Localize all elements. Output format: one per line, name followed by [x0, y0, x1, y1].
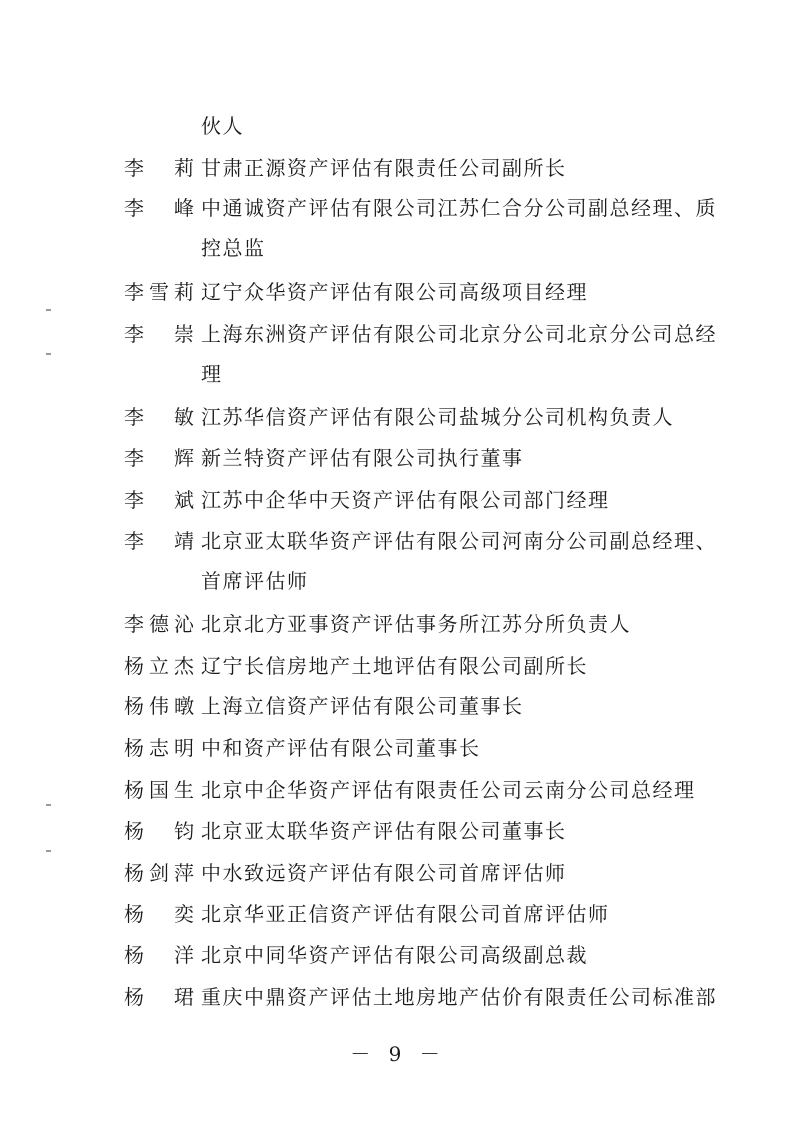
person-name: 杨 奕 — [124, 902, 194, 926]
person-title-continued: 首席评估师 — [201, 569, 309, 593]
person-name: 李 德 沁 — [124, 612, 194, 636]
person-name: 李 峰 — [124, 196, 194, 220]
page-number: － 9 － — [350, 1042, 446, 1066]
person-title: 北京亚太联华资产评估有限公司河南分公司副总经理、 — [201, 529, 717, 553]
person-title-continued: 控总监 — [201, 236, 266, 260]
person-name: 李 敏 — [124, 405, 194, 429]
person-title: 甘肃正源资产评估有限责任公司副所长 — [201, 156, 567, 180]
person-title: 北京中同华资产评估有限公司高级副总裁 — [201, 943, 588, 967]
person-name: 杨 国 生 — [124, 778, 194, 802]
scan-mark — [46, 804, 51, 806]
person-name: 杨 珺 — [124, 985, 194, 1009]
person-title-continued: 理 — [201, 362, 223, 386]
person-title: 北京亚太联华资产评估有限公司董事长 — [201, 819, 567, 843]
person-name: 李 雪 莉 — [124, 280, 194, 304]
continuation-text: 伙人 — [201, 114, 244, 138]
scan-mark — [46, 353, 51, 355]
person-name: 杨 志 明 — [124, 736, 194, 760]
person-title: 江苏中企华中天资产评估有限公司部门经理 — [201, 488, 610, 512]
person-name: 李 莉 — [124, 156, 194, 180]
person-title: 辽宁长信房地产土地评估有限公司副所长 — [201, 654, 588, 678]
person-name: 杨 钧 — [124, 819, 194, 843]
person-name: 李 崇 — [124, 322, 194, 346]
person-title: 上海立信资产评估有限公司董事长 — [201, 694, 524, 718]
person-name: 杨 剑 萍 — [124, 861, 194, 885]
scan-mark — [46, 309, 51, 311]
person-name: 李 斌 — [124, 488, 194, 512]
person-name: 杨 洋 — [124, 943, 194, 967]
person-title: 上海东洲资产评估有限公司北京分公司北京分公司总经 — [201, 322, 717, 346]
person-title: 新兰特资产评估有限公司执行董事 — [201, 446, 524, 470]
person-title: 北京北方亚事资产评估事务所江苏分所负责人 — [201, 612, 631, 636]
person-title: 辽宁众华资产评估有限公司高级项目经理 — [201, 280, 588, 304]
person-title: 重庆中鼎资产评估土地房地产估价有限责任公司标准部 — [201, 985, 717, 1009]
person-title: 江苏华信资产评估有限公司盐城分公司机构负责人 — [201, 405, 674, 429]
person-title: 北京华亚正信资产评估有限公司首席评估师 — [201, 902, 610, 926]
scan-mark — [46, 850, 51, 852]
person-title: 中和资产评估有限公司董事长 — [201, 736, 481, 760]
person-name: 李 辉 — [124, 446, 194, 470]
person-title: 中通诚资产评估有限公司江苏仁合分公司副总经理、质 — [201, 196, 717, 220]
person-name: 李 靖 — [124, 529, 194, 553]
person-name: 杨 伟 暾 — [124, 694, 194, 718]
person-title: 中水致远资产评估有限公司首席评估师 — [201, 861, 567, 885]
person-title: 北京中企华资产评估有限责任公司云南分公司总经理 — [201, 778, 696, 802]
person-name: 杨 立 杰 — [124, 654, 194, 678]
